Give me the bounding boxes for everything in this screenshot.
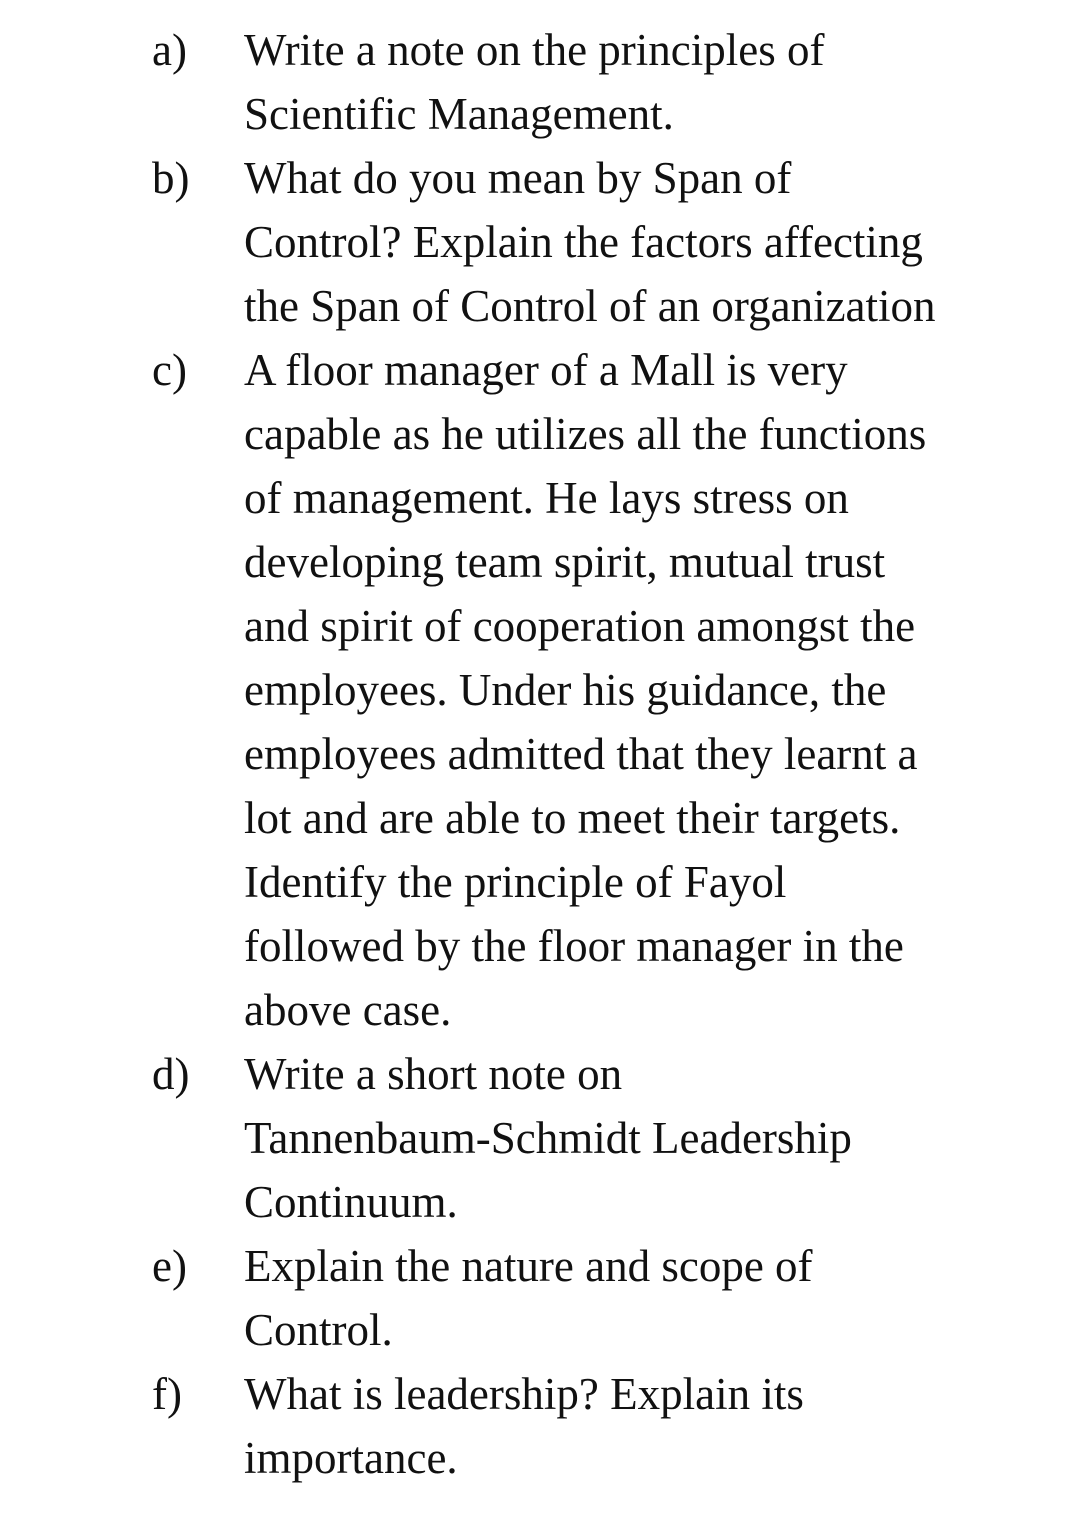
question-line: above case. (244, 985, 452, 1035)
question-label: e) (152, 1241, 187, 1291)
question-label: c) (152, 345, 187, 395)
question-b (0, 146, 1080, 338)
question-line: followed by the floor manager in the (244, 921, 904, 971)
question-text (244, 18, 1080, 146)
question-list (0, 18, 1080, 1490)
question-label: d) (152, 1049, 190, 1099)
question-line: lot and are able to meet their targets. (244, 793, 901, 843)
question-label: a) (152, 25, 187, 75)
question-text (244, 1042, 1080, 1234)
question-text (244, 338, 1080, 1042)
question-text (244, 146, 1080, 338)
question-line: What do you mean by Span of (244, 153, 792, 203)
question-e (0, 1234, 1080, 1362)
question-line: developing team spirit, mutual trust (244, 537, 886, 587)
question-line: Scientific Management. (244, 89, 674, 139)
question-line: Explain the nature and scope of (244, 1241, 813, 1291)
question-f (0, 1362, 1080, 1490)
question-line: capable as he utilizes all the functions (244, 409, 927, 459)
question-line: and spirit of cooperation amongst the (244, 601, 916, 651)
question-d (0, 1042, 1080, 1234)
question-line: Continuum. (244, 1177, 458, 1227)
question-label: b) (152, 153, 190, 203)
question-line: Control? Explain the factors affecting (244, 217, 923, 267)
question-line: What is leadership? Explain its (244, 1369, 804, 1419)
question-text (244, 1362, 1080, 1490)
question-c (0, 338, 1080, 1042)
question-line: employees admitted that they learnt a (244, 729, 918, 779)
question-text (244, 1234, 1080, 1362)
question-line: Control. (244, 1305, 393, 1355)
question-line: the Span of Control of an organization (244, 281, 936, 331)
question-a (0, 18, 1080, 146)
question-label: f) (152, 1369, 182, 1419)
question-line: of management. He lays stress on (244, 473, 849, 523)
question-line: employees. Under his guidance, the (244, 665, 887, 715)
question-line: Tannenbaum-Schmidt Leadership (244, 1113, 852, 1163)
question-line: Write a note on the principles of (244, 25, 825, 75)
question-line: Write a short note on (244, 1049, 623, 1099)
question-line: A floor manager of a Mall is very (244, 345, 848, 395)
question-line: Identify the principle of Fayol (244, 857, 787, 907)
question-line: importance. (244, 1433, 458, 1483)
